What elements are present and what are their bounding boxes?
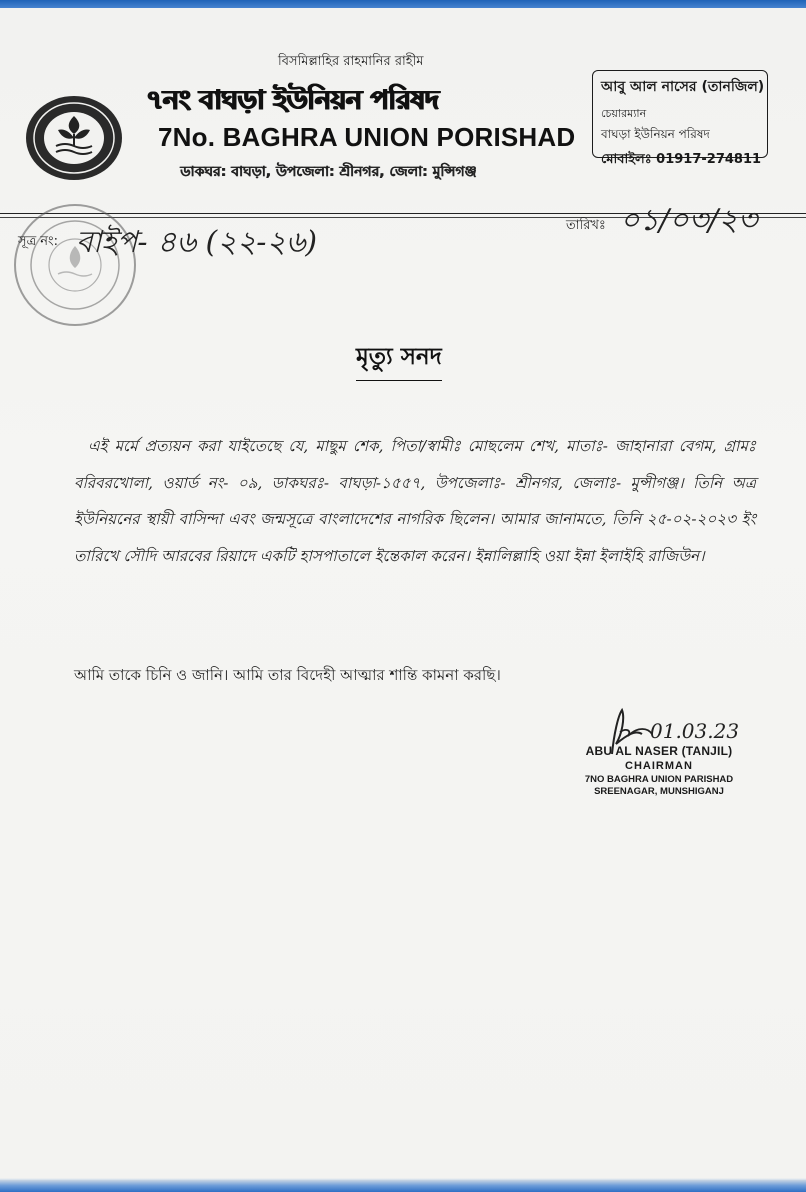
bismillah-text: বিসমিল্লাহির রাহমানির রাহীম: [278, 54, 424, 69]
chairman-name: আবু আল নাসের (তানজিল): [601, 79, 765, 95]
certificate-body: এই মর্মে প্রত্যয়ন করা যাইতেছে যে, মাছুম শেক, পিতা/স্বামীঃ মোছলেম শেখ, মাতাঃ- জাহানারা বেগম, গ্রামঃ বরিবরখোলা, ওয়ার্ড নং- ০৯, ডাকঘরঃ- বাঘড়া-১৫৫৭, উপজেলাঃ- শ্রীনগর, জেলাঃ- মুন্সীগঞ্জ। তিনি অত্র ইউনিয়নের স্থায়ী বাসিন্দা এবং জন্মসূত্রে বাংলাদেশের নাগরিক ছিলেন। আমার জানামতে, তিনি ২৫-০২-২০২৩ ইং তারিখে সৌদি আরবের রিয়াদে একটি হাসপাতালে ইন্তেকাল করেন। ইন্নালিল্লাহি ওয়া ইন্না ইলাইহি রাজিউন।: [74, 437, 756, 565]
signatory-union: 7NO BAGHRA UNION PARISHAD: [584, 774, 734, 785]
union-name-english: 7No. BAGHRA UNION PORISHAD: [158, 122, 576, 152]
signatory-block: [574, 744, 744, 797]
reference-label: সূত্র নং:: [18, 234, 59, 249]
union-address: ডাকঘর: বাঘড়া, উপজেলা: শ্রীনগর, জেলা: মুন্সিগঞ্জ: [180, 164, 477, 180]
reference-number-handwritten: বাইপ- ৪৬ (২২-২৬): [76, 225, 318, 260]
chairman-contact-box: [592, 70, 768, 167]
signature-date: 01.03.23: [650, 719, 740, 743]
signatory-title: CHAIRMAN: [625, 760, 693, 772]
chairman-mobile: মোবাইলঃ 01917-274811: [601, 152, 762, 167]
chairman-union: বাঘড়া ইউনিয়ন পরিষদ: [601, 127, 710, 141]
closing-statement: আমি তাকে চিনি ও জানি। আমি তার বিদেহী আত্মার শান্তি কামনা করছি।: [74, 666, 501, 684]
bangladesh-emblem-icon: [22, 92, 126, 184]
date-handwritten: ০১/০৩/২৩: [620, 203, 758, 238]
union-name-bengali: ৭নং বাঘড়া ইউনিয়ন পরিষদ: [146, 85, 439, 116]
date-label: তারিখঃ: [566, 218, 606, 233]
signatory-location: SREENAGAR, MUNSHIGANJ: [594, 786, 724, 797]
document-title: মৃত্যু সনদ: [356, 338, 442, 381]
signatory-name: ABU AL NASER (TANJIL): [585, 744, 733, 758]
chairman-title: চেয়ারম্যান: [601, 107, 647, 120]
scan-bottom-edge: [0, 1178, 806, 1192]
